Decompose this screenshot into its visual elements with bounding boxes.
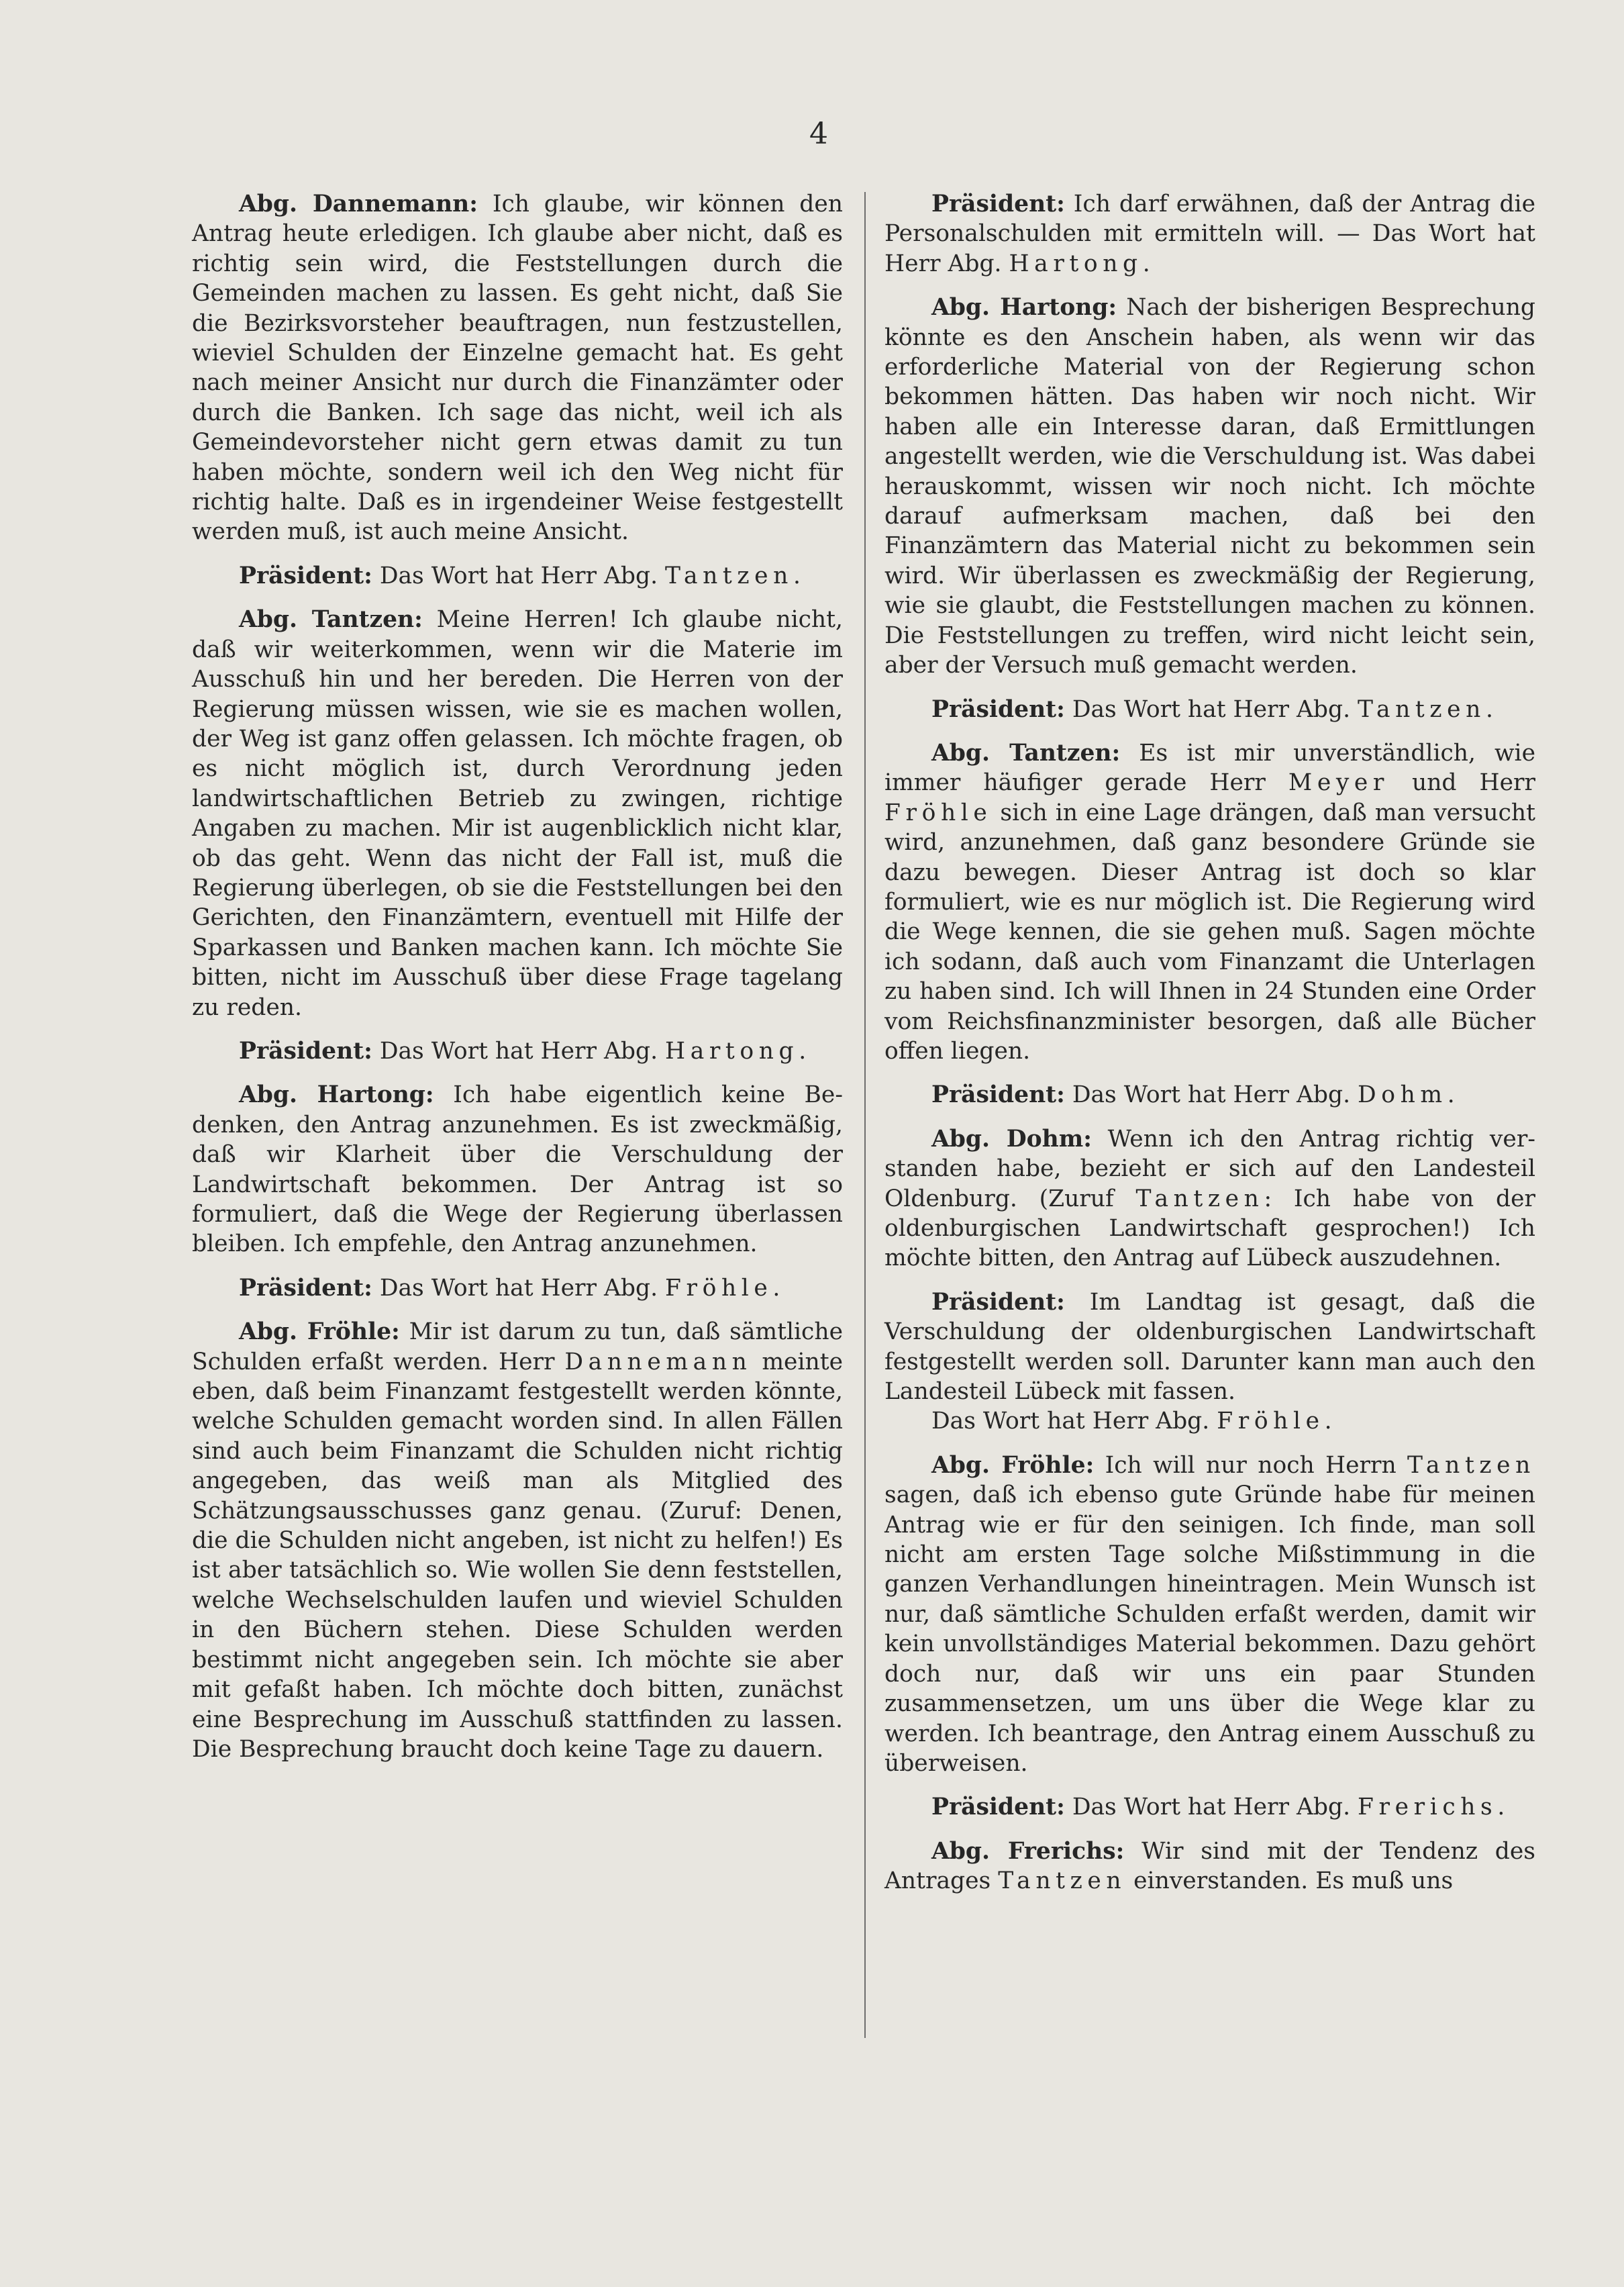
speech-text: Das Wort hat Herr Abg. <box>1072 695 1358 723</box>
speaker-label: Abg. Hartong: <box>931 294 1117 322</box>
speaker-label: Abg. Hartong: <box>239 1081 434 1109</box>
speech-paragraph <box>192 189 843 547</box>
speech-text: Es ist mir unverständlich, wie immer häufiger gerade Herr <box>884 739 1536 797</box>
speech-text: und Herr <box>1389 769 1535 797</box>
speech-paragraph <box>192 561 843 591</box>
speaker-label: Präsident: <box>931 1288 1065 1316</box>
spaced-name: Hartong. <box>665 1037 811 1065</box>
speech-paragraph <box>884 1080 1535 1110</box>
speech-text: Nach der bisherigen Besprechung könnte es den Anschein haben, als wenn wir das erforderliche Material von der Regierung schon bekommen hätten. Das haben wir noch nicht. Wir haben alle ein Interesse daran, daß Ermittlungen angestellt werden, wie die Verschuldung ist. Was dabei herauskommt, wissen wir noch nicht. Ich möchte darauf aufmerksam machen, daß bei den Finanzämtern das Material nicht zu bekommen sein wird. Wir überlassen es zweckmäßig der Regierung, wie sie glaubt, die Feststellungen machen zu können. Die Feststellungen zu treffen, wird nicht leicht sein, aber der Versuch muß gemacht werden. <box>884 294 1536 679</box>
spaced-name: Meyer <box>1288 769 1389 797</box>
right-column <box>884 189 1535 1910</box>
speech-text: Ich glaube, wir können den Antrag heute erledigen. Ich glaube aber nicht, daß es richtig sein wird, die Feststellungen durch die Gemeinden machen zu lassen. Es geht nicht, daß Sie die Bezirksvorsteher beauftragen, nun festzustellen, wieviel Schulden der Einzelne gemacht hat. Es geht nach meiner Ansicht nur durch die Finanzämter oder durch die Banken. Ich sage das nicht, weil ich als Gemeindevorsteher nicht gern etwas damit zu tun haben möchte, sondern weil ich den Weg nicht für richtig halte. Daß es in irgendeiner Weise festgestellt werden muß, ist auch meine Ansicht. <box>192 191 844 546</box>
speaker-label: Abg. Dannemann: <box>239 191 478 217</box>
speech-text: Das Wort hat Herr Abg. <box>379 562 666 589</box>
speech-text: Wir sind mit der Tendenz des Antrages <box>884 1837 1536 1895</box>
spaced-name: Dohm. <box>1358 1081 1460 1109</box>
speech-paragraph <box>884 1287 1535 1407</box>
speech-paragraph <box>884 1837 1535 1896</box>
speech-text: Meine Herren! Ich glaube nicht, daß wir weiterkommen, wenn wir die Materie im Ausschuß hin und her bereden. Die Herren von der Regierung müssen wissen, wie sie es machen wollen, der Weg ist ganz offen gelassen. Ich möchte fragen, ob es nicht möglich ist, durch Verordnung jeden landwirtschaftlichen Betrieb zu zwingen, richtige Angaben zu machen. Mir ist augenblicklich nicht klar, ob das geht. Wenn das nicht der Fall ist, muß die Regierung überlegen, ob sie die Feststellungen bei den Gerichten, den Finanzämtern, eventuell mit Hilfe der Sparkassen und Banken machen kann. Ich möchte Sie bitten, nicht im Ausschuß über diese Frage tagelang zu reden. <box>192 606 843 1021</box>
speaker-label: Präsident: <box>239 562 372 589</box>
speech-text: Das Wort hat Herr Abg. <box>1072 1794 1358 1821</box>
speaker-label: Präsident: <box>239 1037 372 1065</box>
spaced-name: Fröhle. <box>1217 1408 1337 1435</box>
speech-paragraph <box>884 293 1535 680</box>
speaker-label: Abg. Fröhle: <box>239 1318 400 1346</box>
speaker-label: Abg. Dohm: <box>931 1125 1092 1153</box>
speech-text: Das Wort hat Herr Abg. <box>379 1274 666 1302</box>
speech-paragraph <box>884 1451 1535 1778</box>
spaced-name: Tantzen. <box>665 562 806 589</box>
speaker-label: Abg. Tantzen: <box>239 606 423 634</box>
speech-paragraph <box>884 1792 1535 1822</box>
speech-text: Ich habe eigentlich keine Bedenken, den Antrag anzunehmen. Es ist zweckmäßig, daß wir Klarheit über die Verschuldung der Landwirtschaft bekommen. Der Antrag ist so formuliert, daß die Wege der Regierung überlassen bleiben. Ich empfehle, den Antrag anzunehmen. <box>192 1081 843 1258</box>
speech-text: Das Wort hat Herr Abg. <box>931 1408 1217 1435</box>
speech-paragraph <box>192 605 843 1022</box>
speech-text: Das Wort hat Herr Abg. <box>379 1037 666 1065</box>
spaced-name: Tantzen <box>1407 1451 1535 1479</box>
speech-text: meinte eben, daß beim Finanzamt festgestellt werden könnte, welche Schulden gemacht worden sind. In allen Fällen sind auch beim Finanzamt die Schulden nicht richtig angegeben, das weiß man als Mitglied des Schätzungsausschusses ganz genau. (Zuruf: Denen, die die Schulden nicht angeben, ist nicht zu helfen!) Es ist aber tatsächlich so. Wie wollen Sie denn feststellen, welche Wechselschulden laufen und wieviel Schulden in den Büchern stehen. Diese Schulden werden bestimmt nicht angegeben sein. Ich möchte sie aber mit gefaßt haben. Ich möchte doch bitten, zunächst eine Besprechung im Ausschuß stattfinden zu lassen. Die Besprechung braucht doch keine Tage zu dauern. <box>192 1348 843 1763</box>
speech-paragraph <box>884 189 1535 279</box>
spaced-name: Tantzen <box>1135 1185 1264 1212</box>
speech-paragraph <box>192 1317 843 1764</box>
speaker-label: Präsident: <box>931 1081 1065 1109</box>
spaced-name: Fröhle <box>884 799 993 826</box>
speech-text: Mir ist darum zu tun, daß sämtliche Schulden erfaßt werden. Herr <box>192 1318 843 1375</box>
spaced-name: Frerichs. <box>1358 1794 1510 1821</box>
speech-paragraph <box>884 1124 1535 1273</box>
speech-paragraph <box>884 1406 1535 1436</box>
speaker-label: Präsident: <box>931 191 1065 217</box>
speech-text: : Ich habe von der oldenburgischen Landwirtschaft gesprochen!) Ich möchte bitten, den Antrag auf Lübeck auszudehnen. <box>884 1185 1535 1272</box>
speaker-label: Abg. Fröhle: <box>931 1451 1095 1479</box>
spaced-name: Dannemann <box>564 1348 752 1375</box>
speech-text: Wenn ich den Antrag richtig verstanden habe, bezieht er sich auf den Landesteil Oldenburg. (Zuruf <box>884 1125 1536 1212</box>
spaced-name: Fröhle. <box>665 1274 785 1302</box>
speaker-label: Präsident: <box>239 1274 372 1302</box>
spaced-name: Tantzen <box>998 1867 1127 1895</box>
spaced-name: Tantzen. <box>1358 695 1499 723</box>
speech-text: sich in eine Lage drängen, daß man versucht wird, anzunehmen, daß ganz besondere Gründe sie dazu bewegen. Dieser Antrag ist doch so klar formuliert, wie es nur möglich ist. Die Regierung wird die Wege kennen, die sie gehen muß. Sagen möchte ich sodann, daß auch vom Finanzamt die Unterlagen zu haben sind. Ich will Ihnen in 24 Stunden eine Order vom Reichsfinanzminister besorgen, daß alle Bücher offen liegen. <box>884 799 1535 1065</box>
speech-text: Ich will nur noch Herrn <box>1105 1451 1408 1479</box>
speech-paragraph <box>884 738 1535 1066</box>
speaker-label: Präsident: <box>931 695 1065 723</box>
column-divider <box>864 192 866 2038</box>
speech-paragraph <box>192 1080 843 1259</box>
speech-text: Ich darf erwähnen, daß der Antrag die Personalschulden mit ermitteln will. — Das Wort hat Herr Abg. <box>884 191 1535 277</box>
speech-text: Im Landtag ist gesagt, daß die Verschuldung der oldenburgischen Landwirtschaft festgestellt werden soll. Darunter kann man auch den Landesteil Lübeck mit fassen. <box>884 1288 1536 1406</box>
speech-paragraph <box>192 1273 843 1303</box>
page-number: 4 <box>809 117 828 151</box>
speaker-label: Präsident: <box>931 1794 1065 1821</box>
speech-paragraph <box>192 1036 843 1066</box>
left-column <box>192 189 843 1778</box>
speech-text: sagen, daß ich ebenso gute Gründe habe für meinen Antrag wie er für den seinigen. Ich finde, man soll nicht am ersten Tage solche Mißstimmung in die ganzen Verhandlungen hineintragen. Mein Wunsch ist nur, daß sämtliche Schulden erfaßt werden, damit wir kein unvollständiges Material bekommen. Dazu gehört doch nur, daß wir uns ein paar Stunden zusammensetzen, um uns über die Wege klar zu werden. Ich beantrage, den Antrag einem Ausschuß zu überweisen. <box>884 1481 1535 1777</box>
speech-text: Das Wort hat Herr Abg. <box>1072 1081 1358 1109</box>
speech-text: einverstanden. Es muß uns <box>1126 1867 1454 1895</box>
speaker-label: Abg. Frerichs: <box>931 1837 1125 1865</box>
spaced-name: Hartong. <box>1009 250 1156 277</box>
speaker-label: Abg. Tantzen: <box>931 739 1121 767</box>
speech-paragraph <box>884 695 1535 724</box>
